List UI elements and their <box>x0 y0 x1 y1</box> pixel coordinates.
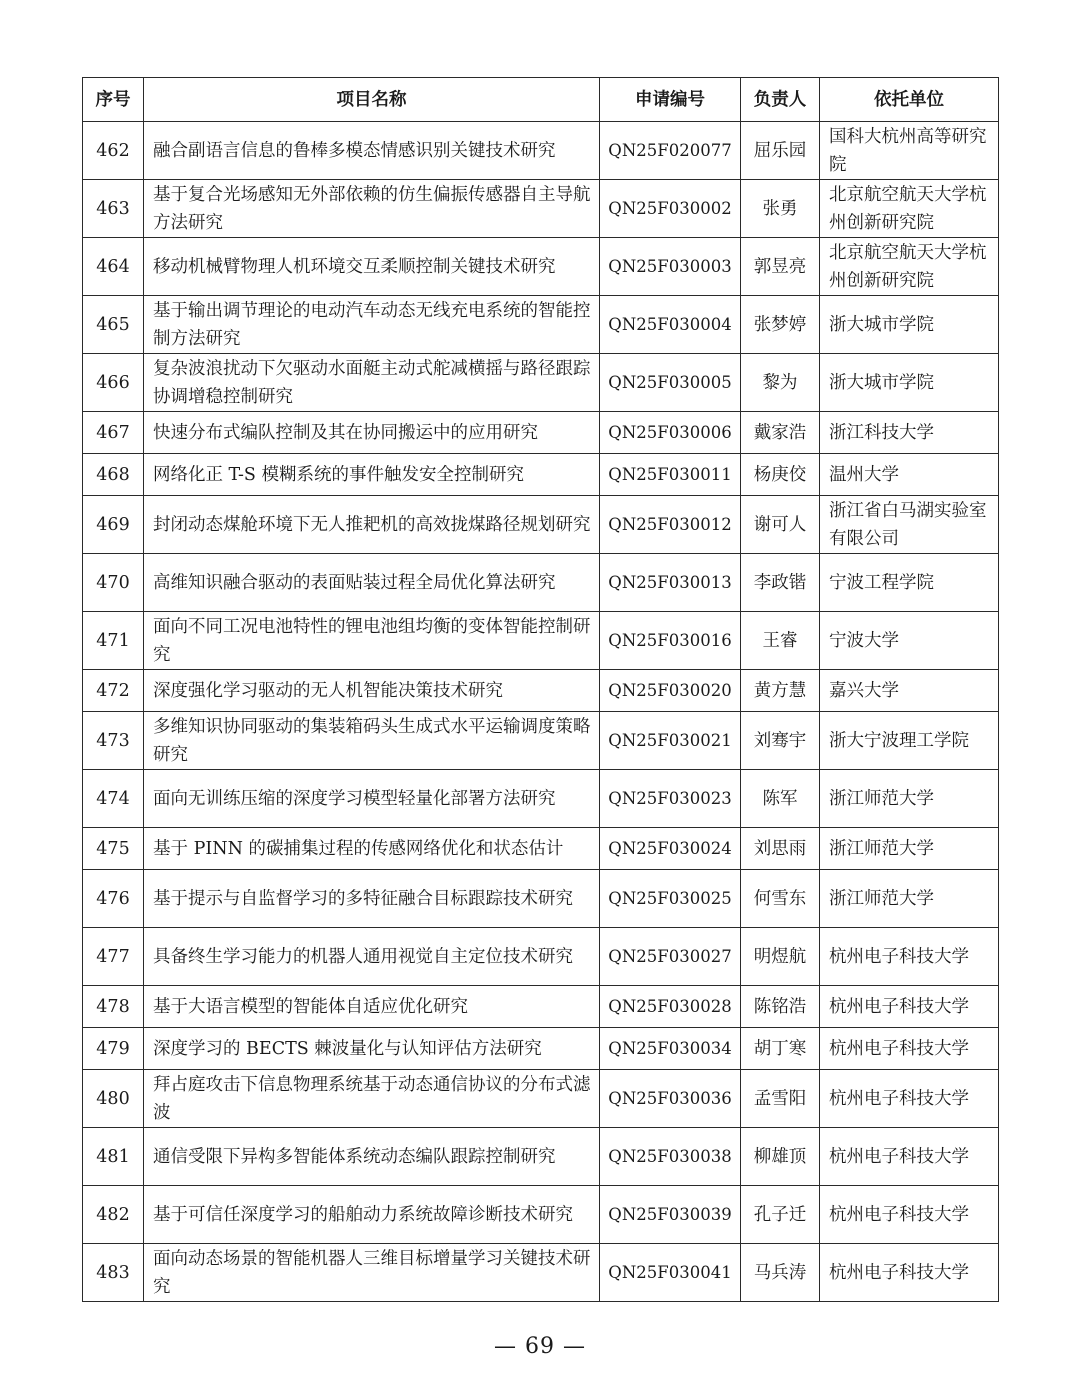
host-institution: 杭州电子科技大学 <box>820 1244 999 1302</box>
row-number: 463 <box>83 180 144 238</box>
person-in-charge: 戴家浩 <box>741 412 820 454</box>
project-name: 面向动态场景的智能机器人三维目标增量学习关键技术研究 <box>144 1244 600 1302</box>
person-in-charge: 杨庚佼 <box>741 454 820 496</box>
project-name: 基于提示与自监督学习的多特征融合目标跟踪技术研究 <box>144 870 600 928</box>
application-code: QN25F030012 <box>600 496 741 554</box>
host-institution: 国科大杭州高等研究院 <box>820 122 999 180</box>
application-code: QN25F030025 <box>600 870 741 928</box>
project-name: 快速分布式编队控制及其在协同搬运中的应用研究 <box>144 412 600 454</box>
row-number: 477 <box>83 928 144 986</box>
host-institution: 北京航空航天大学杭州创新研究院 <box>820 238 999 296</box>
table-row <box>83 828 999 870</box>
row-number: 478 <box>83 986 144 1028</box>
application-code: QN25F030039 <box>600 1186 741 1244</box>
host-institution: 嘉兴大学 <box>820 670 999 712</box>
row-number: 462 <box>83 122 144 180</box>
person-in-charge: 张梦婷 <box>741 296 820 354</box>
project-name: 融合副语言信息的鲁棒多模态情感识别关键技术研究 <box>144 122 600 180</box>
row-number: 470 <box>83 554 144 612</box>
row-number: 481 <box>83 1128 144 1186</box>
table-row <box>83 986 999 1028</box>
project-name: 深度学习的 BECTS 棘波量化与认知评估方法研究 <box>144 1028 600 1070</box>
table-row <box>83 180 999 238</box>
project-name: 具备终生学习能力的机器人通用视觉自主定位技术研究 <box>144 928 600 986</box>
person-in-charge: 张勇 <box>741 180 820 238</box>
application-code: QN25F030041 <box>600 1244 741 1302</box>
row-number: 471 <box>83 612 144 670</box>
project-table <box>82 77 999 1302</box>
host-institution: 杭州电子科技大学 <box>820 928 999 986</box>
header-no: 序号 <box>83 78 144 122</box>
row-number: 475 <box>83 828 144 870</box>
person-in-charge: 马兵涛 <box>741 1244 820 1302</box>
person-in-charge: 谢可人 <box>741 496 820 554</box>
table-row <box>83 496 999 554</box>
project-name: 多维知识协同驱动的集装箱码头生成式水平运输调度策略研究 <box>144 712 600 770</box>
header-row <box>83 78 999 122</box>
host-institution: 浙江科技大学 <box>820 412 999 454</box>
row-number: 464 <box>83 238 144 296</box>
project-name: 复杂波浪扰动下欠驱动水面艇主动式舵减横摇与路径跟踪协调增稳控制研究 <box>144 354 600 412</box>
header-host-institution: 依托单位 <box>820 78 999 122</box>
table-row <box>83 712 999 770</box>
row-number: 479 <box>83 1028 144 1070</box>
person-in-charge: 孟雪阳 <box>741 1070 820 1128</box>
table-row <box>83 412 999 454</box>
application-code: QN25F030004 <box>600 296 741 354</box>
host-institution: 浙江师范大学 <box>820 770 999 828</box>
application-code: QN25F030006 <box>600 412 741 454</box>
table-row <box>83 454 999 496</box>
person-in-charge: 刘思雨 <box>741 828 820 870</box>
host-institution: 杭州电子科技大学 <box>820 1070 999 1128</box>
page-number: — 69 — <box>494 1334 586 1359</box>
application-code: QN25F030024 <box>600 828 741 870</box>
table-row <box>83 670 999 712</box>
row-number: 480 <box>83 1070 144 1128</box>
host-institution: 浙大宁波理工学院 <box>820 712 999 770</box>
row-number: 465 <box>83 296 144 354</box>
host-institution: 宁波大学 <box>820 612 999 670</box>
project-name: 基于 PINN 的碳捕集过程的传感网络优化和状态估计 <box>144 828 600 870</box>
table-row <box>83 1186 999 1244</box>
person-in-charge: 孔子迁 <box>741 1186 820 1244</box>
person-in-charge: 陈军 <box>741 770 820 828</box>
host-institution: 浙江师范大学 <box>820 828 999 870</box>
host-institution: 宁波工程学院 <box>820 554 999 612</box>
project-name: 基于输出调节理论的电动汽车动态无线充电系统的智能控制方法研究 <box>144 296 600 354</box>
application-code: QN25F020077 <box>600 122 741 180</box>
host-institution: 浙大城市学院 <box>820 296 999 354</box>
row-number: 468 <box>83 454 144 496</box>
host-institution: 温州大学 <box>820 454 999 496</box>
application-code: QN25F030034 <box>600 1028 741 1070</box>
row-number: 467 <box>83 412 144 454</box>
table-body <box>83 122 999 1302</box>
application-code: QN25F030013 <box>600 554 741 612</box>
row-number: 473 <box>83 712 144 770</box>
application-code: QN25F030020 <box>600 670 741 712</box>
table-row <box>83 1070 999 1128</box>
table-row <box>83 554 999 612</box>
application-code: QN25F030005 <box>600 354 741 412</box>
application-code: QN25F030003 <box>600 238 741 296</box>
application-code: QN25F030021 <box>600 712 741 770</box>
row-number: 466 <box>83 354 144 412</box>
person-in-charge: 李政锴 <box>741 554 820 612</box>
person-in-charge: 何雪东 <box>741 870 820 928</box>
row-number: 469 <box>83 496 144 554</box>
person-in-charge: 黄方慧 <box>741 670 820 712</box>
project-name: 网络化正 T-S 模糊系统的事件触发安全控制研究 <box>144 454 600 496</box>
host-institution: 浙江师范大学 <box>820 870 999 928</box>
application-code: QN25F030016 <box>600 612 741 670</box>
application-code: QN25F030023 <box>600 770 741 828</box>
project-name: 封闭动态煤舱环境下无人推耙机的高效拢煤路径规划研究 <box>144 496 600 554</box>
project-name: 面向无训练压缩的深度学习模型轻量化部署方法研究 <box>144 770 600 828</box>
application-code: QN25F030036 <box>600 1070 741 1128</box>
project-name: 高维知识融合驱动的表面贴装过程全局优化算法研究 <box>144 554 600 612</box>
application-code: QN25F030038 <box>600 1128 741 1186</box>
person-in-charge: 黎为 <box>741 354 820 412</box>
person-in-charge: 胡丁寒 <box>741 1028 820 1070</box>
project-name: 深度强化学习驱动的无人机智能决策技术研究 <box>144 670 600 712</box>
table-row <box>83 1028 999 1070</box>
project-name: 基于可信任深度学习的船舶动力系统故障诊断技术研究 <box>144 1186 600 1244</box>
header-project-name: 项目名称 <box>144 78 600 122</box>
header-person-in-charge: 负责人 <box>741 78 820 122</box>
row-number: 482 <box>83 1186 144 1244</box>
table-row <box>83 870 999 928</box>
application-code: QN25F030011 <box>600 454 741 496</box>
header-application-code: 申请编号 <box>600 78 741 122</box>
person-in-charge: 柳雄顶 <box>741 1128 820 1186</box>
row-number: 483 <box>83 1244 144 1302</box>
row-number: 472 <box>83 670 144 712</box>
table-row <box>83 354 999 412</box>
project-name: 基于大语言模型的智能体自适应优化研究 <box>144 986 600 1028</box>
host-institution: 浙大城市学院 <box>820 354 999 412</box>
person-in-charge: 郭昱亮 <box>741 238 820 296</box>
project-name: 移动机械臂物理人机环境交互柔顺控制关键技术研究 <box>144 238 600 296</box>
project-name: 通信受限下异构多智能体系统动态编队跟踪控制研究 <box>144 1128 600 1186</box>
person-in-charge: 屈乐园 <box>741 122 820 180</box>
table-row <box>83 122 999 180</box>
application-code: QN25F030002 <box>600 180 741 238</box>
table-row <box>83 770 999 828</box>
application-code: QN25F030028 <box>600 986 741 1028</box>
project-name: 面向不同工况电池特性的锂电池组均衡的变体智能控制研究 <box>144 612 600 670</box>
host-institution: 北京航空航天大学杭州创新研究院 <box>820 180 999 238</box>
project-name: 拜占庭攻击下信息物理系统基于动态通信协议的分布式滤波 <box>144 1070 600 1128</box>
table-header <box>83 78 999 122</box>
table-row <box>83 1244 999 1302</box>
host-institution: 杭州电子科技大学 <box>820 986 999 1028</box>
host-institution: 杭州电子科技大学 <box>820 1028 999 1070</box>
table-row <box>83 612 999 670</box>
person-in-charge: 刘骞宇 <box>741 712 820 770</box>
person-in-charge: 王睿 <box>741 612 820 670</box>
host-institution: 浙江省白马湖实验室有限公司 <box>820 496 999 554</box>
host-institution: 杭州电子科技大学 <box>820 1128 999 1186</box>
table-row <box>83 238 999 296</box>
project-name: 基于复合光场感知无外部依赖的仿生偏振传感器自主导航方法研究 <box>144 180 600 238</box>
table-row <box>83 928 999 986</box>
table-row <box>83 1128 999 1186</box>
host-institution: 杭州电子科技大学 <box>820 1186 999 1244</box>
person-in-charge: 陈铭浩 <box>741 986 820 1028</box>
row-number: 474 <box>83 770 144 828</box>
person-in-charge: 明煜航 <box>741 928 820 986</box>
application-code: QN25F030027 <box>600 928 741 986</box>
row-number: 476 <box>83 870 144 928</box>
table-row <box>83 296 999 354</box>
